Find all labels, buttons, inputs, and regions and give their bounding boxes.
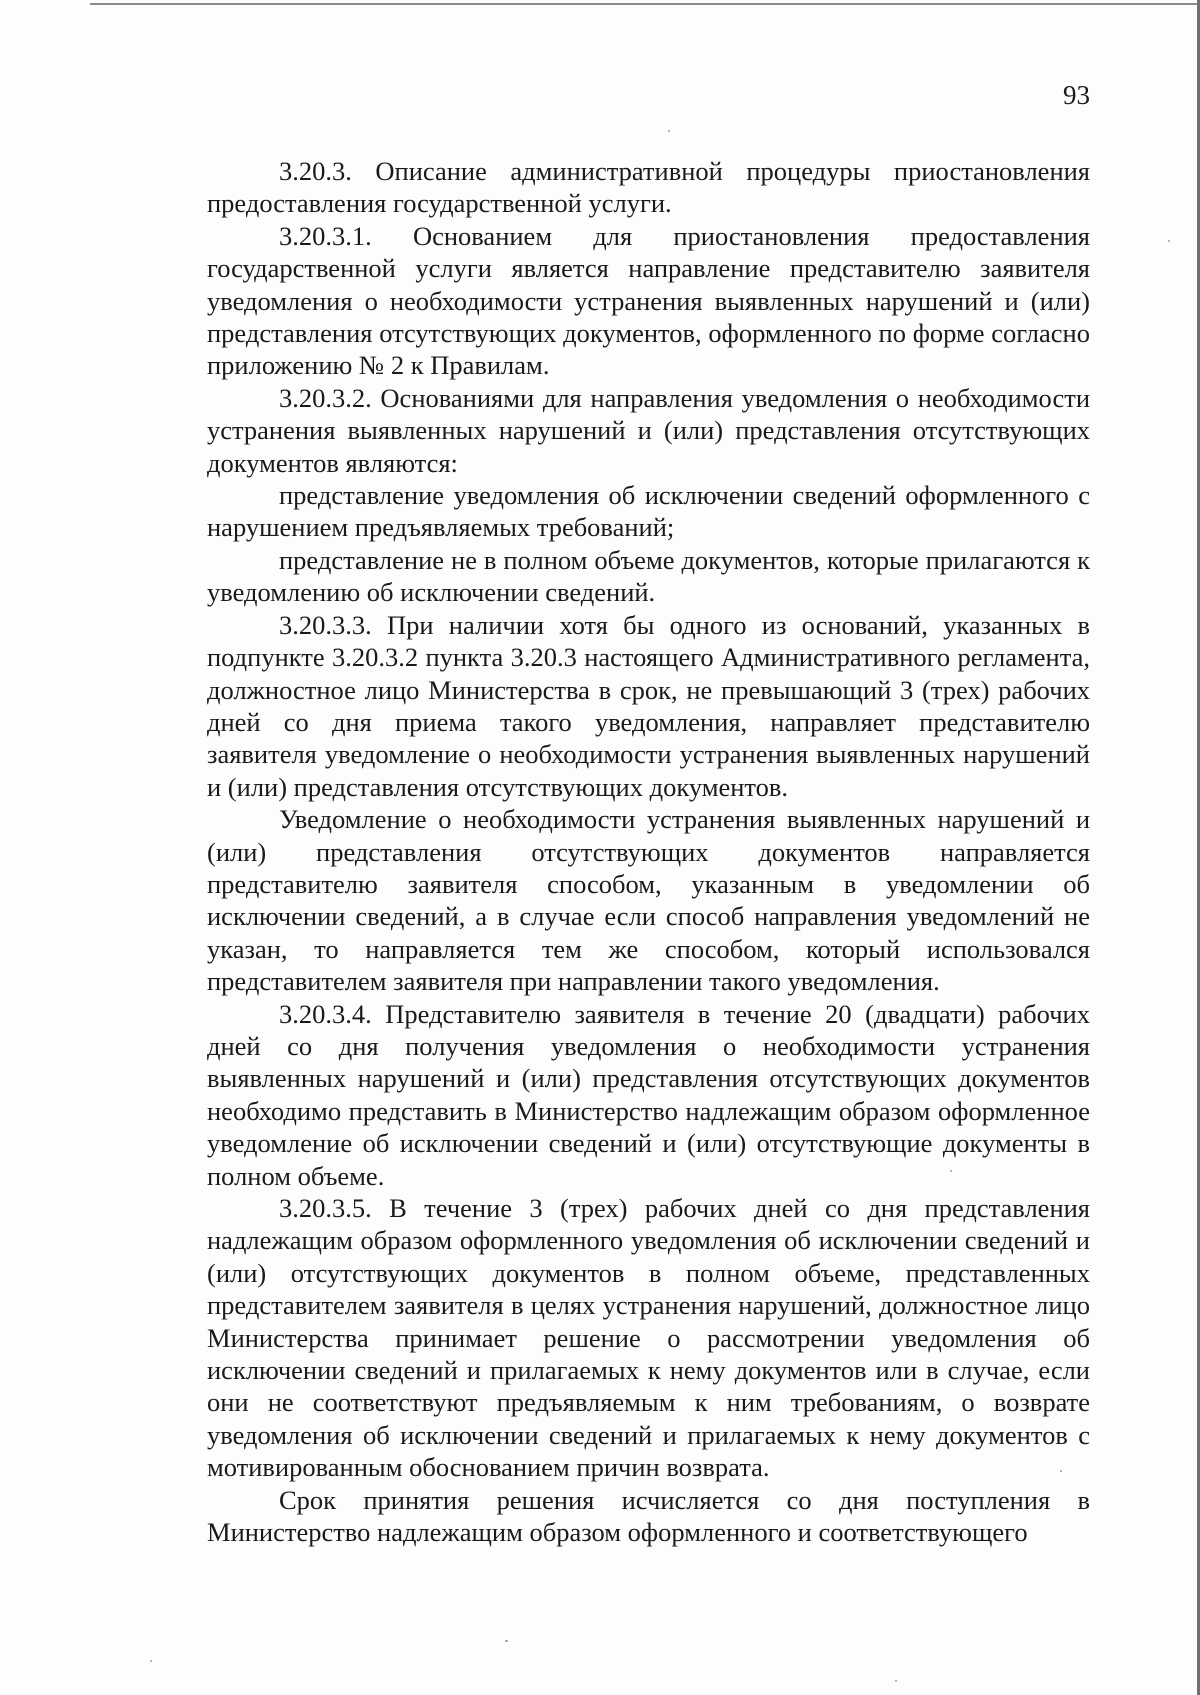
page-number: 93 [1063,80,1090,110]
scan-speck [895,1680,897,1682]
scan-speck [950,1170,952,1172]
document-body [207,155,1090,1548]
paragraph-3-20-3: 3.20.3. Описание административной процедуры приостановления предоставления государственной услуги. [207,156,1090,219]
scan-top-edge [90,3,1200,5]
paragraph-decision-term: Срок принятия решения исчисляется со дня поступления в Министерство надлежащим образом оформленного и соответствующего [207,1484,1090,1548]
list-item-requirements-violation: представление уведомления об исключении сведений оформленного с нарушением предъявляемых требований; [207,480,1090,543]
scan-speck [668,130,670,132]
scan-speck [150,1660,152,1662]
paragraph-3-20-3-2: 3.20.3.2. Основаниями для направления уведомления о необходимости устранения выявленных нарушений и (или) представления отсутствующих документов являются: [207,382,1090,478]
paragraph-3-20-3-4: 3.20.3.4. Представителю заявителя в течение 20 (двадцати) рабочих дней со дня получения уведомления о необходимости устранения выявленных нарушений и (или) представления отсутствующих документов необходимо представить в Министерство надлежащим образом оформленное уведомление об исключении сведений и (или) отсутствующие документы в полном объеме. [207,998,1090,1191]
scan-speck [1060,1470,1062,1472]
paragraph-notification-method: Уведомление о необходимости устранения выявленных нарушений и (или) представления отсутствующих документов направляется представителю заявителя способом, указанным в уведомлении об исключении сведений, а в случае если способ направления уведомлений не указан, то направляется тем же способом, который использовался представителем заявителя при направлении такого уведомления. [207,804,1090,997]
paragraph-3-20-3-5: 3.20.3.5. В течение 3 (трех) рабочих дней со дня представления надлежащим образом оформленного уведомления об исключении сведений и (или) отсутствующих документов в полном объеме, представленных представителем заявителя в целях устранения нарушений, должностное лицо Министерства принимает решение о рассмотрении уведомления об исключении сведений и прилагаемых к нему документов или в случае, если они не соответствуют предъявляемым к ним требованиям, о возврате уведомления об исключении сведений и прилагаемых к нему документов с мотивированным обоснованием причин возврата. [207,1193,1090,1483]
paragraph-3-20-3-1: 3.20.3.1. Основанием для приостановления предоставления государственной услуги является направление представителю заявителя уведомления о необходимости устранения выявленных нарушений и (или) представления отсутствующих документов, оформленного по форме согласно приложению № 2 к Правилам. [207,220,1090,381]
scan-speck [505,1640,508,1642]
paragraph-3-20-3-3: 3.20.3.3. При наличии хотя бы одного из оснований, указанных в подпункте 3.20.3.2 пункта 3.20.3 настоящего Административного регламента, должностное лицо Министерства в срок, не превышающий 3 (трех) рабочих дней со дня приема такого уведомления, направляет представителю заявителя уведомление о необходимости устранения выявленных нарушений и (или) представления отсутствующих документов. [207,609,1090,802]
list-item-incomplete-documents: представление не в полном объеме документов, которые прилагаются к уведомлению об исключении сведений. [207,544,1090,608]
scan-speck [1168,240,1170,242]
